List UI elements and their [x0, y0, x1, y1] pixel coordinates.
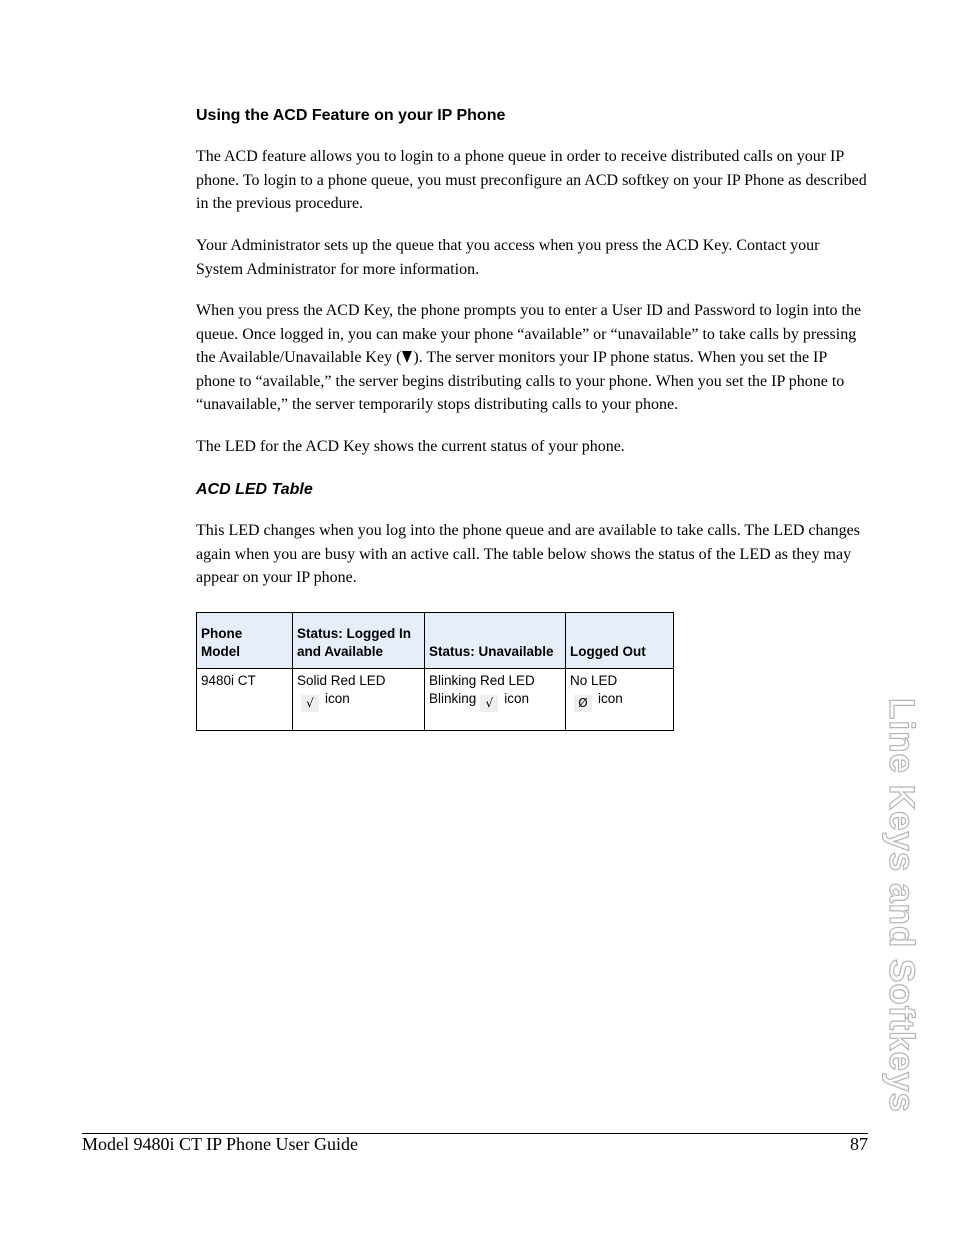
cell-unavailable-text: Blinking Red LED — [429, 673, 535, 688]
chapter-side-tab-label: Line Keys and Softkeys — [882, 697, 921, 1113]
header-unavailable: Status: Unavailable — [425, 613, 566, 669]
cell-logged-in-icon-label: icon — [325, 691, 350, 706]
section-heading: Using the ACD Feature on your IP Phone — [196, 107, 506, 124]
chapter-side-tab — [871, 697, 931, 1113]
header-phone-model-line2: Model — [201, 644, 240, 659]
header-logged-in-line1: Status: Logged In — [297, 626, 411, 641]
paragraph-led-status: The LED for the ACD Key shows the current status of your phone. — [196, 438, 625, 455]
paragraph-led-description: This LED changes when you log into the phone queue and are available to take calls. The LED changes again when you are busy with an active call. The table below shows the status of the LED as they may appear on your IP phone. — [196, 522, 860, 587]
cell-logged-in-text: Solid Red LED — [297, 673, 386, 688]
paragraph-acd-key-part1: When you press the ACD Key, the phone prompts you to enter a User ID and Password to login into the queue. Once logged in, you can make your phone “available” or “unavailable” to take calls by pressing the Available/Unavailable Key ( — [196, 302, 862, 367]
acd-led-table — [196, 612, 674, 731]
cell-logged-in — [293, 669, 425, 731]
paragraph-acd-key — [196, 299, 868, 417]
cell-unavailable-prefix: Blinking — [429, 691, 477, 706]
header-logged-in-line2: and Available — [297, 644, 384, 659]
table-row — [197, 669, 674, 731]
paragraph-acd-key-part2: ). The server monitors your IP phone status. When you set the IP phone to “available,” the server begins distributing calls to your phone. When you set the IP phone to “unavailable,” the server temporarily stops distributing calls to your phone. — [196, 349, 845, 414]
header-phone-model — [197, 613, 293, 669]
paragraph-acd-intro: The ACD feature allows you to login to a phone queue in order to receive distributed calls on your IP phone. To login to a phone queue, you must preconfigure an ACD softkey on your IP Phone as described in the previous procedure. — [196, 148, 867, 213]
no-led-icon: Ø — [574, 695, 592, 712]
cell-logged-out-icon-label: icon — [598, 691, 623, 706]
cell-logged-out — [566, 669, 674, 731]
header-logged-out: Logged Out — [566, 613, 674, 669]
table-header-row — [197, 613, 674, 669]
table-heading: ACD LED Table — [196, 481, 313, 498]
paragraph-administrator: Your Administrator sets up the queue that you access when you press the ACD Key. Contact your System Administrator for more information. — [196, 237, 820, 278]
cell-model: 9480i CT — [197, 669, 293, 731]
page-number: 87 — [850, 1134, 868, 1154]
cell-logged-out-text: No LED — [570, 673, 618, 688]
checkmark-icon: √ — [301, 695, 319, 712]
header-logged-in — [293, 613, 425, 669]
cell-unavailable-icon-label: icon — [504, 691, 530, 706]
footer-title: Model 9480i CT IP Phone User Guide — [82, 1134, 358, 1154]
checkmark-icon: √ — [480, 695, 498, 712]
cell-unavailable — [425, 669, 566, 731]
header-phone-model-line1: Phone — [201, 626, 243, 641]
down-arrow-icon — [402, 351, 412, 363]
